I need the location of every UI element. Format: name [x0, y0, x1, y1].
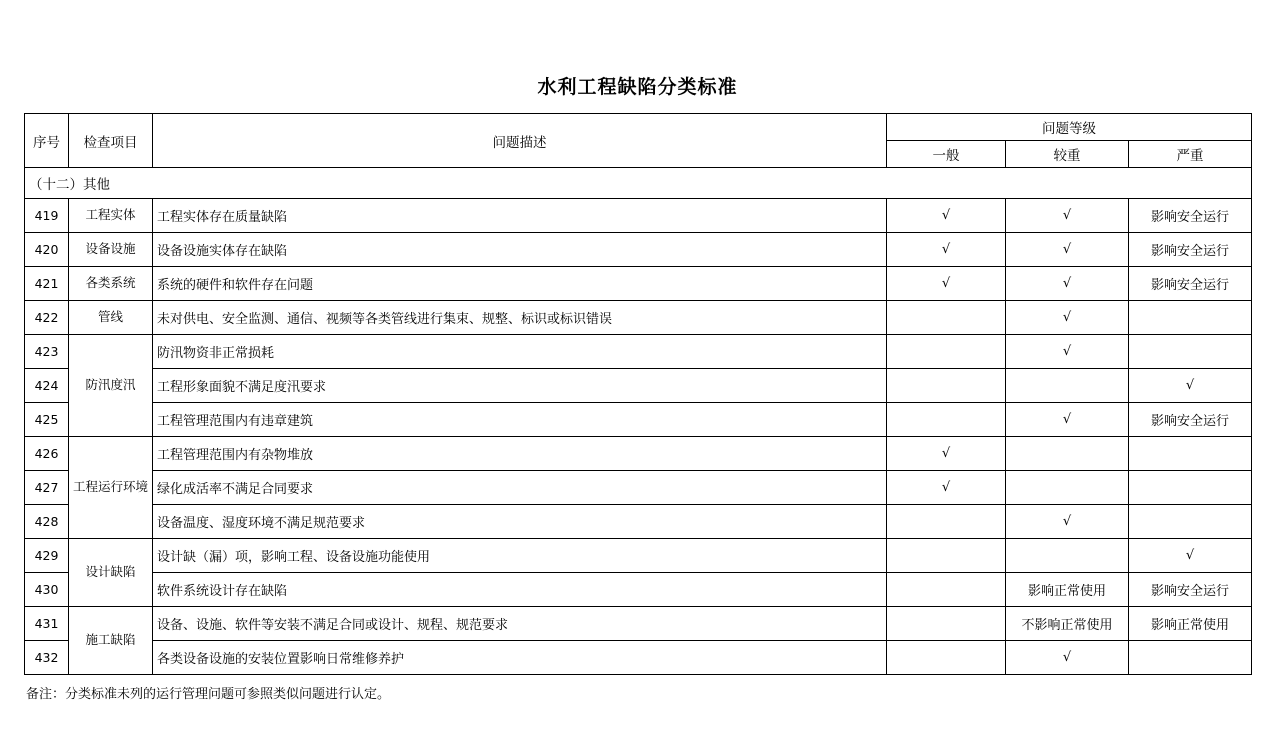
row-description: 工程管理范围内有杂物堆放	[153, 437, 887, 471]
row-grade-medium: √	[1006, 403, 1129, 437]
row-no: 425	[25, 403, 69, 437]
table-row	[25, 471, 1252, 505]
row-grade-general	[887, 369, 1006, 403]
row-grade-severe: 影响安全运行	[1129, 403, 1252, 437]
column-header-item: 检查项目	[69, 114, 153, 168]
row-description: 软件系统设计存在缺陷	[153, 573, 887, 607]
row-no: 424	[25, 369, 69, 403]
row-no: 428	[25, 505, 69, 539]
row-grade-severe: 影响安全运行	[1129, 573, 1252, 607]
row-no: 431	[25, 607, 69, 641]
row-grade-severe	[1129, 301, 1252, 335]
row-grade-general: √	[887, 471, 1006, 505]
table-row	[25, 199, 1252, 233]
row-no: 421	[25, 267, 69, 301]
row-description: 系统的硬件和软件存在问题	[153, 267, 887, 301]
table-row	[25, 505, 1252, 539]
table-row	[25, 641, 1252, 675]
table-row	[25, 573, 1252, 607]
table-row	[25, 301, 1252, 335]
row-grade-severe: 影响安全运行	[1129, 233, 1252, 267]
row-grade-medium	[1006, 539, 1129, 573]
row-grade-general	[887, 505, 1006, 539]
row-no: 423	[25, 335, 69, 369]
section-row	[25, 168, 1252, 199]
row-no: 419	[25, 199, 69, 233]
row-item: 工程运行环境	[69, 437, 153, 539]
row-description: 绿化成活率不满足合同要求	[153, 471, 887, 505]
defect-classification-table	[24, 113, 1252, 675]
row-no: 429	[25, 539, 69, 573]
row-grade-severe: √	[1129, 539, 1252, 573]
row-item: 施工缺陷	[69, 607, 153, 675]
row-grade-severe	[1129, 335, 1252, 369]
row-description: 设备、设施、软件等安装不满足合同或设计、规程、规范要求	[153, 607, 887, 641]
table-container	[0, 113, 1275, 675]
row-grade-general	[887, 539, 1006, 573]
table-body	[25, 168, 1252, 675]
row-grade-medium: √	[1006, 233, 1129, 267]
row-item: 设计缺陷	[69, 539, 153, 607]
column-header-grade-group: 问题等级	[887, 114, 1252, 141]
table-row	[25, 437, 1252, 471]
row-description: 防汛物资非正常损耗	[153, 335, 887, 369]
row-grade-severe: √	[1129, 369, 1252, 403]
row-no: 422	[25, 301, 69, 335]
table-row	[25, 267, 1252, 301]
row-grade-general: √	[887, 267, 1006, 301]
row-no: 430	[25, 573, 69, 607]
row-grade-medium	[1006, 437, 1129, 471]
row-grade-severe	[1129, 437, 1252, 471]
row-item: 管线	[69, 301, 153, 335]
row-no: 432	[25, 641, 69, 675]
row-grade-medium: √	[1006, 641, 1129, 675]
table-row	[25, 539, 1252, 573]
row-description: 各类设备设施的安装位置影响日常维修养护	[153, 641, 887, 675]
table-header	[25, 114, 1252, 168]
page-title: 水利工程缺陷分类标准	[537, 76, 738, 98]
table-row	[25, 369, 1252, 403]
row-grade-severe: 影响正常使用	[1129, 607, 1252, 641]
row-no: 427	[25, 471, 69, 505]
table-row	[25, 335, 1252, 369]
table-row	[25, 233, 1252, 267]
table-remark: 备注：分类标准未列的运行管理问题可参照类似问题进行认定。	[26, 687, 391, 702]
column-header-grade-severe: 严重	[1129, 141, 1252, 168]
row-grade-general	[887, 403, 1006, 437]
row-grade-severe	[1129, 471, 1252, 505]
row-description: 工程形象面貌不满足度汛要求	[153, 369, 887, 403]
row-grade-general: √	[887, 233, 1006, 267]
row-grade-general: √	[887, 199, 1006, 233]
row-description: 设备温度、湿度环境不满足规范要求	[153, 505, 887, 539]
row-grade-medium: √	[1006, 301, 1129, 335]
column-header-no: 序号	[25, 114, 69, 168]
row-grade-general	[887, 335, 1006, 369]
row-description: 设备设施实体存在缺陷	[153, 233, 887, 267]
row-grade-general	[887, 301, 1006, 335]
row-grade-medium: √	[1006, 267, 1129, 301]
row-grade-medium: 不影响正常使用	[1006, 607, 1129, 641]
row-grade-general	[887, 607, 1006, 641]
row-grade-medium	[1006, 369, 1129, 403]
table-row	[25, 607, 1252, 641]
column-header-grade-medium: 较重	[1006, 141, 1129, 168]
row-grade-medium: √	[1006, 199, 1129, 233]
row-item: 各类系统	[69, 267, 153, 301]
row-grade-medium	[1006, 471, 1129, 505]
row-description: 工程实体存在质量缺陷	[153, 199, 887, 233]
row-description: 设计缺（漏）项，影响工程、设备设施功能使用	[153, 539, 887, 573]
table-row	[25, 403, 1252, 437]
row-grade-severe: 影响安全运行	[1129, 199, 1252, 233]
row-no: 420	[25, 233, 69, 267]
row-description: 工程管理范围内有违章建筑	[153, 403, 887, 437]
row-grade-severe: 影响安全运行	[1129, 267, 1252, 301]
row-grade-severe	[1129, 641, 1252, 675]
row-description: 未对供电、安全监测、通信、视频等各类管线进行集束、规整、标识或标识错误	[153, 301, 887, 335]
row-grade-general	[887, 573, 1006, 607]
row-grade-severe	[1129, 505, 1252, 539]
row-grade-medium: √	[1006, 505, 1129, 539]
row-grade-general	[887, 641, 1006, 675]
column-header-grade-general: 一般	[887, 141, 1006, 168]
row-no: 426	[25, 437, 69, 471]
column-header-description: 问题描述	[153, 114, 887, 168]
section-label: （十二）其他	[25, 168, 1252, 199]
row-item: 设备设施	[69, 233, 153, 267]
row-grade-medium: √	[1006, 335, 1129, 369]
row-grade-medium: 影响正常使用	[1006, 573, 1129, 607]
row-item: 防汛度汛	[69, 335, 153, 437]
row-grade-general: √	[887, 437, 1006, 471]
row-item: 工程实体	[69, 199, 153, 233]
